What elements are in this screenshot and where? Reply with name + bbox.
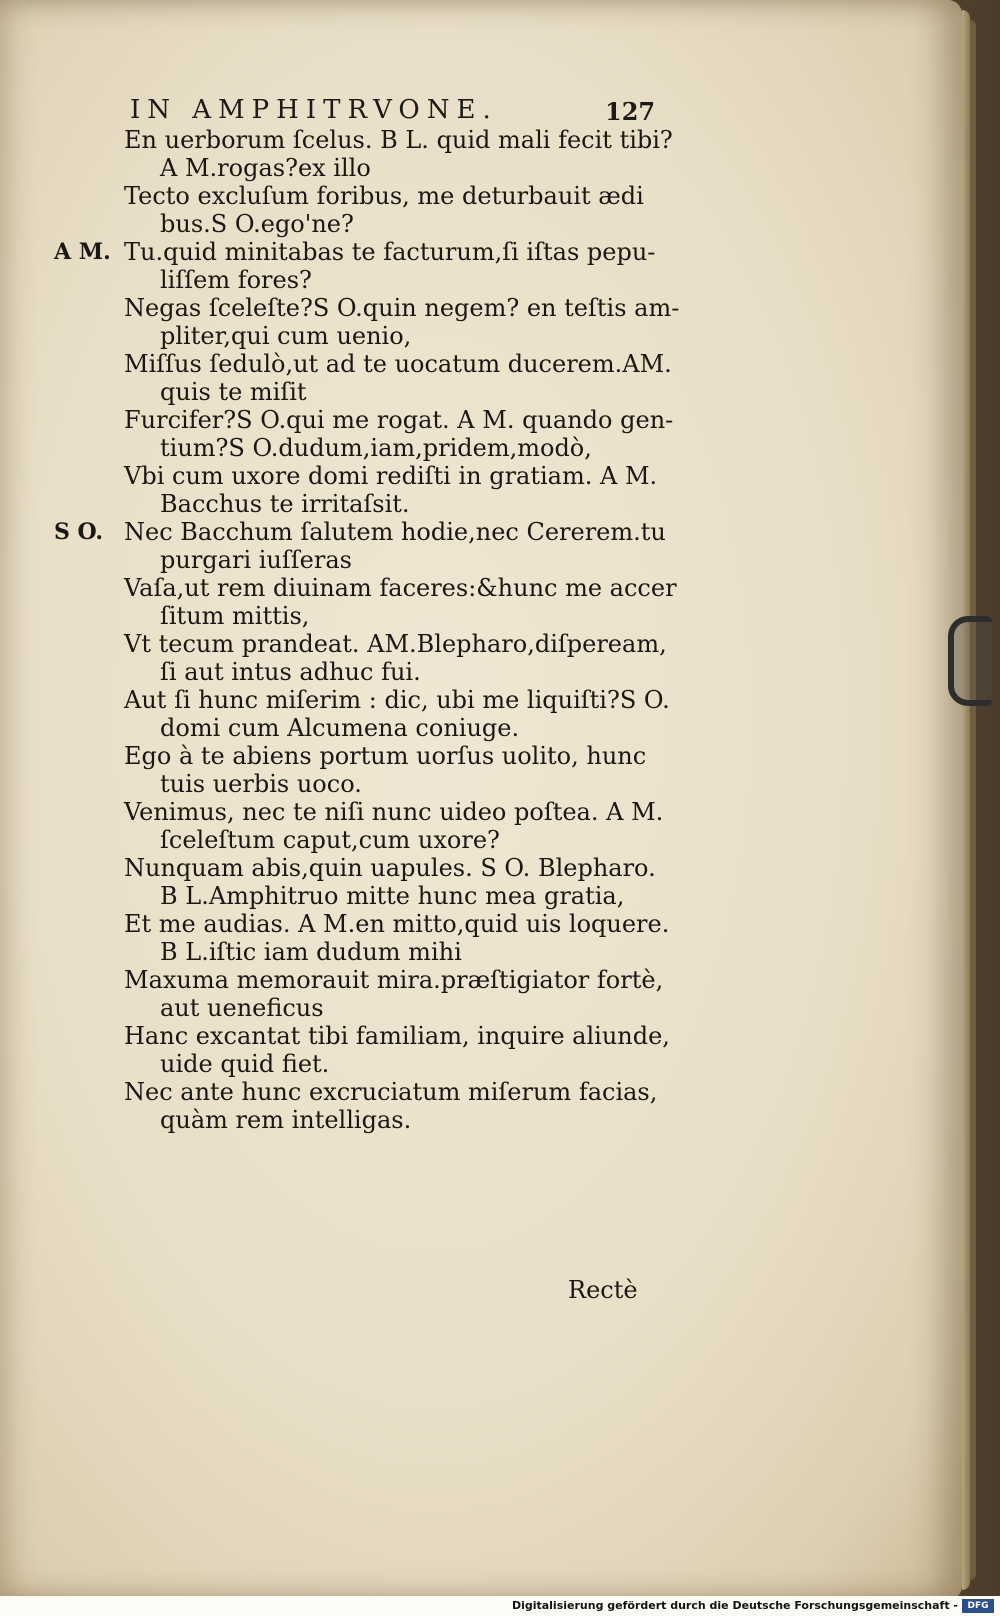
verse-line bbox=[0, 1022, 900, 1050]
verse-line-text: quis te miſit bbox=[160, 378, 307, 406]
verse-line-text: pliter,qui cum uenio, bbox=[160, 322, 412, 350]
verse-line-text: B L.iſtic iam dudum mihi bbox=[160, 938, 462, 966]
verse-line-text: Et me audias. A M.en mitto,quid uis loquere. bbox=[124, 910, 670, 938]
verse-line bbox=[0, 882, 900, 910]
verse-line bbox=[0, 434, 900, 462]
verse-line bbox=[0, 630, 900, 658]
verse-line bbox=[0, 490, 900, 518]
verse-line bbox=[0, 1050, 900, 1078]
verse-line bbox=[0, 1106, 900, 1134]
verse-line bbox=[0, 798, 900, 826]
verse-line-text: domi cum Alcumena coniuge. bbox=[160, 714, 520, 742]
verse-line bbox=[0, 154, 900, 182]
verse-line-text: Nec ante hunc excruciatum miſerum facias, bbox=[124, 1078, 658, 1106]
speaker-label: A M. bbox=[54, 239, 111, 265]
verse-line-text: Vt tecum prandeat. AM.Blepharo,diſpeream, bbox=[124, 630, 667, 658]
verse-line-text: Aut ſi hunc miſerim : dic, ubi me liquiſti?S O. bbox=[124, 686, 670, 714]
dfg-logo: DFG bbox=[962, 1599, 994, 1613]
verse-line-text: En uerborum ſcelus. B L. quid mali fecit tibi? bbox=[124, 126, 673, 154]
verse-line-text: Hanc excantat tibi familiam, inquire aliunde, bbox=[124, 1022, 670, 1050]
verse-line-text: liſſem fores? bbox=[160, 266, 312, 294]
verse-line-text: aut ueneficus bbox=[160, 994, 324, 1022]
catchword: Rectè bbox=[568, 1276, 638, 1304]
page-edge bbox=[962, 10, 970, 1590]
verse-line-text: Venimus, nec te niſi nunc uideo poſtea. A M. bbox=[124, 798, 664, 826]
verse-line bbox=[0, 182, 900, 210]
verse-line-text: Bacchus te irritaſsit. bbox=[160, 490, 410, 518]
verse-line-text: ſceleſtum caput,cum uxore? bbox=[160, 826, 500, 854]
verse-line bbox=[0, 994, 900, 1022]
verse-line bbox=[0, 462, 900, 490]
verse-line-text: Vbi cum uxore domi rediſti in gratiam. A M. bbox=[124, 462, 658, 490]
verse-line-text: quàm rem intelligas. bbox=[160, 1106, 412, 1134]
verse-line-text: A M.rogas?ex illo bbox=[160, 154, 371, 182]
verse-line bbox=[0, 854, 900, 882]
verse-line-text: tium?S O.dudum,iam,pridem,modò, bbox=[160, 434, 592, 462]
digitization-footer bbox=[0, 1596, 1000, 1616]
verse-line-text: ſi aut intus adhuc fui. bbox=[160, 658, 421, 686]
verse-line-text: tuis uerbis uoco. bbox=[160, 770, 362, 798]
verse-line bbox=[0, 966, 900, 994]
verse-line bbox=[0, 910, 900, 938]
verse-line-text: uide quid fiet. bbox=[160, 1050, 330, 1078]
verse-line bbox=[0, 518, 900, 546]
verse-line-text: purgari iuſſeras bbox=[160, 546, 352, 574]
verse-line bbox=[0, 294, 900, 322]
verse-line-text: Tecto excluſum foribus, me deturbauit ædi bbox=[124, 182, 644, 210]
book-clasp bbox=[948, 616, 992, 706]
verse-line bbox=[0, 938, 900, 966]
verse-line bbox=[0, 658, 900, 686]
verse-line bbox=[0, 742, 900, 770]
footer-credit: Digitalisierung gefördert durch die Deutsche Forschungsgemeinschaft - bbox=[511, 1599, 958, 1612]
verse-line bbox=[0, 574, 900, 602]
speaker-label: S O. bbox=[54, 519, 104, 545]
verse-line bbox=[0, 238, 900, 266]
verse-line bbox=[0, 826, 900, 854]
page-number: 127 bbox=[605, 97, 656, 126]
verse-line bbox=[0, 126, 900, 154]
verse-line-text: Miſſus ſedulò,ut ad te uocatum ducerem.AM. bbox=[124, 350, 672, 378]
running-title: IN AMPHITRVONE. bbox=[130, 95, 498, 125]
verse-line bbox=[0, 406, 900, 434]
verse-line-text: Tu.quid minitabas te facturum,ſi iſtas pepu- bbox=[124, 238, 656, 266]
verse-line bbox=[0, 770, 900, 798]
verse-line-text: Furcifer?S O.qui me rogat. A M. quando gen- bbox=[124, 406, 674, 434]
verse-line-text: ſitum mittis, bbox=[160, 602, 310, 630]
verse-line-text: Nec Bacchum ſalutem hodie,nec Cererem.tu bbox=[124, 518, 666, 546]
verse-line bbox=[0, 714, 900, 742]
verse-line bbox=[0, 266, 900, 294]
verse-line bbox=[0, 686, 900, 714]
verse-line bbox=[0, 546, 900, 574]
verse-line bbox=[0, 1078, 900, 1106]
verse-text-block bbox=[0, 126, 900, 1134]
verse-line bbox=[0, 602, 900, 630]
verse-line-text: Vaſa,ut rem diuinam faceres:&hunc me accer bbox=[124, 574, 677, 602]
verse-line bbox=[0, 210, 900, 238]
verse-line-text: Maxuma memorauit mira.præſtigiator fortè, bbox=[124, 966, 664, 994]
verse-line bbox=[0, 350, 900, 378]
page-edge-shadow bbox=[970, 20, 976, 1580]
verse-line bbox=[0, 378, 900, 406]
verse-line-text: bus.S O.ego'ne? bbox=[160, 210, 354, 238]
verse-line-text: B L.Amphitruo mitte hunc mea gratia, bbox=[160, 882, 625, 910]
verse-line-text: Nunquam abis,quin uapules. S O. Blepharo. bbox=[124, 854, 656, 882]
verse-line bbox=[0, 322, 900, 350]
verse-line-text: Ego à te abiens portum uorſus uolito, hunc bbox=[124, 742, 647, 770]
verse-line-text: Negas ſceleſte?S O.quin negem? en teſtis am- bbox=[124, 294, 680, 322]
